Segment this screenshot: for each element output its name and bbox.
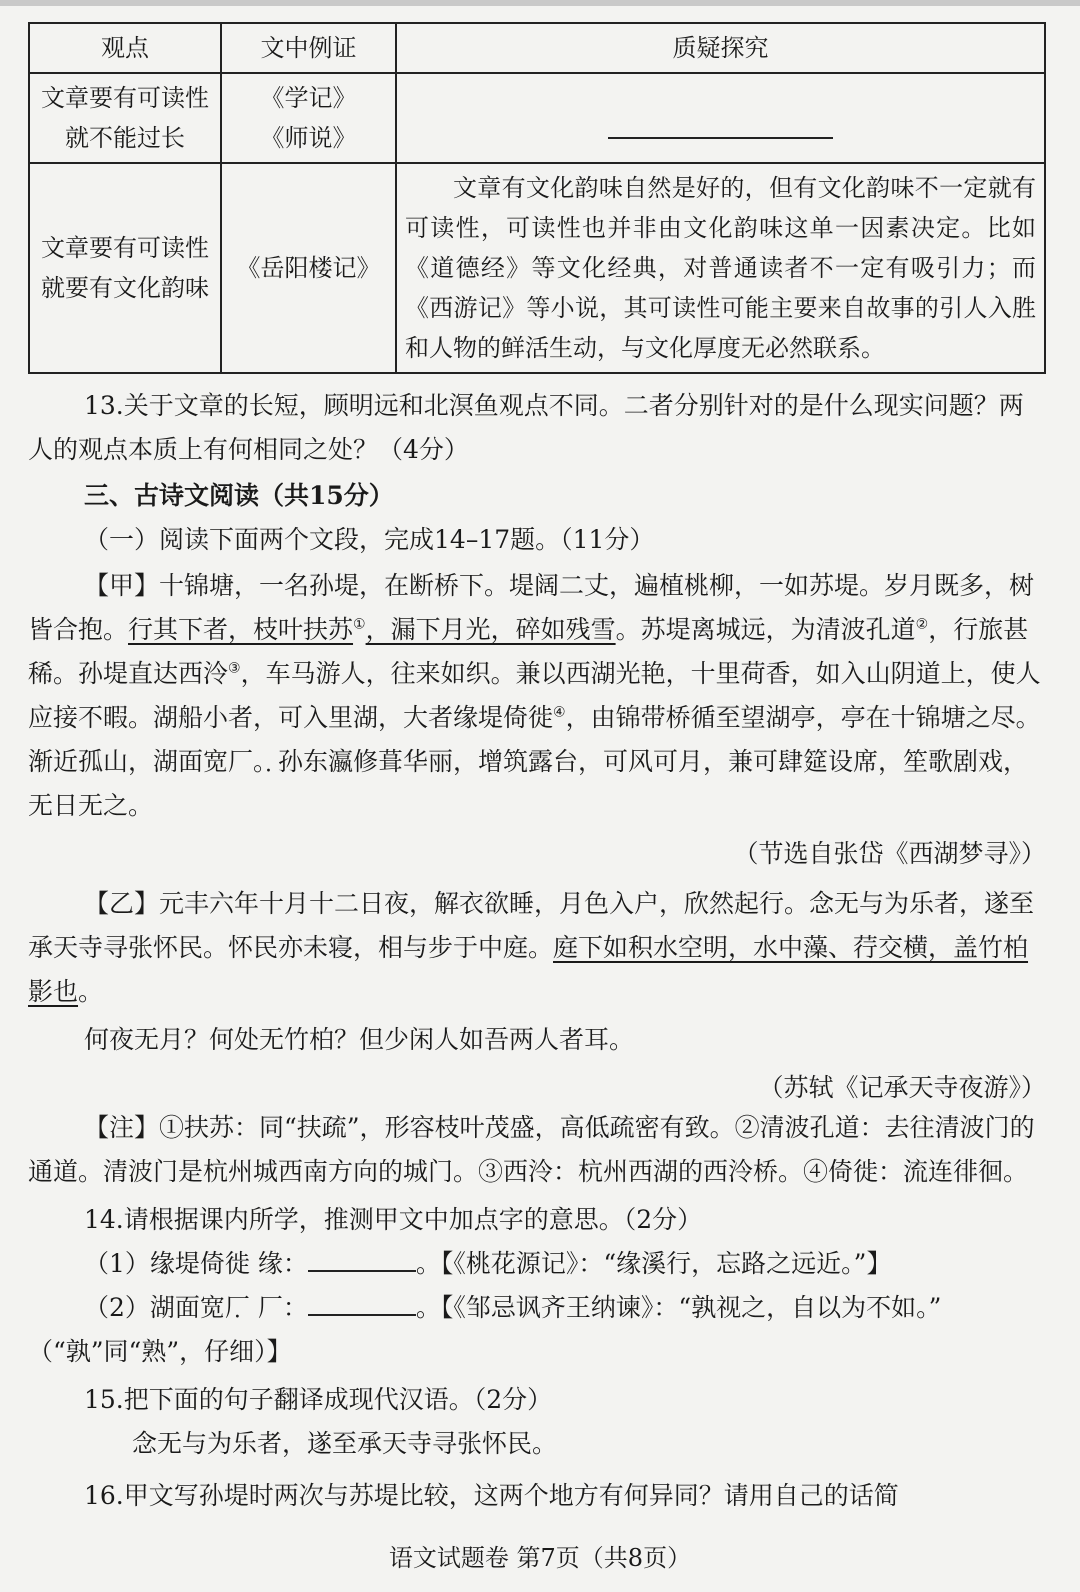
table-header-row — [29, 23, 1045, 73]
jia-part: ，行旅甚稀。孙堤直达西泠 — [28, 615, 1029, 688]
q14-part: 。【《桃花源记》：“缘溪行，忘路之远近。”】 — [415, 1249, 892, 1278]
notes — [28, 1106, 1046, 1194]
q14-title: 14.请根据课内所学，推测甲文中加点字的意思。（2分） — [84, 1205, 703, 1234]
yi-underlined: 庭下如积水空明，水中藻、荇交横，盖竹柏影也 — [28, 933, 1029, 1006]
jia-part: 【甲】十锦塘，一名孙堤，在断桥下。堤阔二丈，遍植桃柳，一如苏堤。岁月既多，树皆合抱。 — [28, 571, 1035, 644]
table-row — [29, 73, 1045, 163]
jia-underlined: 行其下者，枝叶扶苏 — [128, 615, 354, 644]
inquiry-cell-blank[interactable] — [396, 73, 1045, 163]
yi-source: （苏轼《记承天寺夜游》） — [758, 1073, 1046, 1102]
header-example: 文中例证 — [221, 23, 396, 73]
q15-sentence: 念无与为乐者，遂至承天寺寻张怀民。 — [132, 1429, 558, 1458]
table-row — [29, 163, 1045, 373]
q14-item-2-cont: （“孰”同“熟”，仔细）】 — [28, 1337, 292, 1366]
q14-item-2 — [28, 1286, 1046, 1330]
jia-underlined: ，漏下月光，碎如残雪 — [365, 615, 616, 644]
example-line: 《师说》 — [260, 124, 357, 152]
note-mark: ④ — [553, 704, 566, 721]
answer-blank[interactable] — [308, 1244, 416, 1272]
dotted-char: 缘 — [453, 703, 479, 732]
yi-text-2: 何夜无月？何处无竹柏？但少闲人如吾两人者耳。 — [84, 1025, 635, 1054]
jia-part: 堤倚徙 — [478, 703, 554, 732]
passage-yi — [28, 882, 1046, 1110]
header-view: 观点 — [29, 23, 221, 73]
example-cell — [221, 73, 396, 163]
jia-part: 。苏堤离城远，为清波孔道 — [615, 615, 916, 644]
example-cell: 《岳阳楼记》 — [221, 163, 396, 373]
q14-part: （2）湖面宽 — [84, 1293, 225, 1322]
yi-text — [28, 882, 1046, 1014]
dotted-char: 缘 — [149, 1249, 175, 1278]
jia-part: ，由锦带桥循至望湖亭，亭在十锦塘之尽。渐近孤山，湖面宽 — [28, 703, 1041, 776]
answer-blank[interactable] — [308, 1288, 416, 1316]
section-subtitle: （一）阅读下面两个文段，完成14–17题。（11分） — [84, 525, 655, 554]
dotted-char: 厂 — [224, 1293, 250, 1322]
answer-blank-line[interactable] — [608, 107, 833, 139]
viewpoint-table — [28, 22, 1046, 374]
dotted-char: 厂 — [228, 747, 254, 776]
q13-text: 13.关于文章的长短，顾明远和北溟鱼观点不同。二者分别针对的是什么现实问题？两人的观点本质上有何相同之处？（4分） — [28, 391, 1024, 464]
example-line: 《学记》 — [260, 84, 357, 112]
inquiry-text: 文章有文化韵味自然是好的，但有文化韵味不一定就有可读性，可读性也并非由文化韵味这单一因素决定。比如《道德经》等文化经典，对普通读者不一定有吸引力；而《西游记》等小说，其可读性可能主要来自故事的引人入胜和人物的鲜活生动，与文化厚度无必然联系。 — [405, 174, 1036, 362]
notes-text: 【注】①扶苏：同“扶疏”，形容枝叶茂盛，高低疏密有致。②清波孔道：去往清波门的通道。清波门是杭州城西南方向的城门。③西泠：杭州西湖的西泠桥。④倚徙：流连徘徊。 — [28, 1113, 1035, 1186]
section-3 — [28, 474, 1046, 562]
yi-part: 。 — [78, 977, 104, 1006]
q16-text: 16.甲文写孙堤时两次与苏堤比较，这两个地方有何异同？请用自己的话简 — [84, 1481, 899, 1510]
jia-part: 。孙东瀛修葺华丽，增筑露台，可风可月，兼可肆筵设席，笙歌剧戏，无日无之。 — [28, 747, 1029, 820]
view-cell: 文章要有可读性就要有文化韵味 — [29, 163, 221, 373]
jia-part: ，车马游人，往来如织。兼以西湖光艳，十里荷香，如入山阴道上，使人应接不暇。湖船小者，可入里湖，大者 — [28, 659, 1041, 732]
question-15 — [28, 1378, 1046, 1466]
q14-part: 堤倚徙 缘： — [174, 1249, 308, 1278]
inquiry-cell — [396, 163, 1045, 373]
q14-part: 。【《邹忌讽齐王纳谏》：“孰视之，自以为不如。” — [415, 1293, 942, 1322]
header-inquiry: 质疑探究 — [396, 23, 1045, 73]
section-title: 三、古诗文阅读（共15分） — [84, 481, 394, 510]
jia-text — [28, 564, 1046, 828]
view-cell: 文章要有可读性就不能过长 — [29, 73, 221, 163]
note-mark: ② — [915, 616, 929, 633]
question-16 — [28, 1474, 1046, 1518]
question-14 — [28, 1198, 1046, 1374]
yi-part: 【乙】元丰六年十月十二日夜，解衣欲睡，月色入户，欣然起行。念无与为乐者，遂至承天寺寻张怀民。怀民亦未寝，相与步于中庭。 — [28, 889, 1035, 962]
q14-part: （1） — [84, 1249, 150, 1278]
jia-source: （节选自张岱《西湖梦寻》） — [733, 839, 1046, 868]
top-edge — [0, 0, 1080, 6]
passage-jia — [28, 564, 1046, 876]
note-mark: ③ — [228, 660, 241, 677]
note-mark: ① — [353, 616, 366, 633]
page-footer: 语文试题卷 第7页（共8页） — [388, 1544, 692, 1572]
q14-part: 厂： — [249, 1293, 308, 1322]
question-13 — [28, 384, 1046, 472]
q15-title: 15.把下面的句子翻译成现代汉语。（2分） — [84, 1385, 553, 1414]
q14-item-1 — [28, 1242, 1046, 1286]
